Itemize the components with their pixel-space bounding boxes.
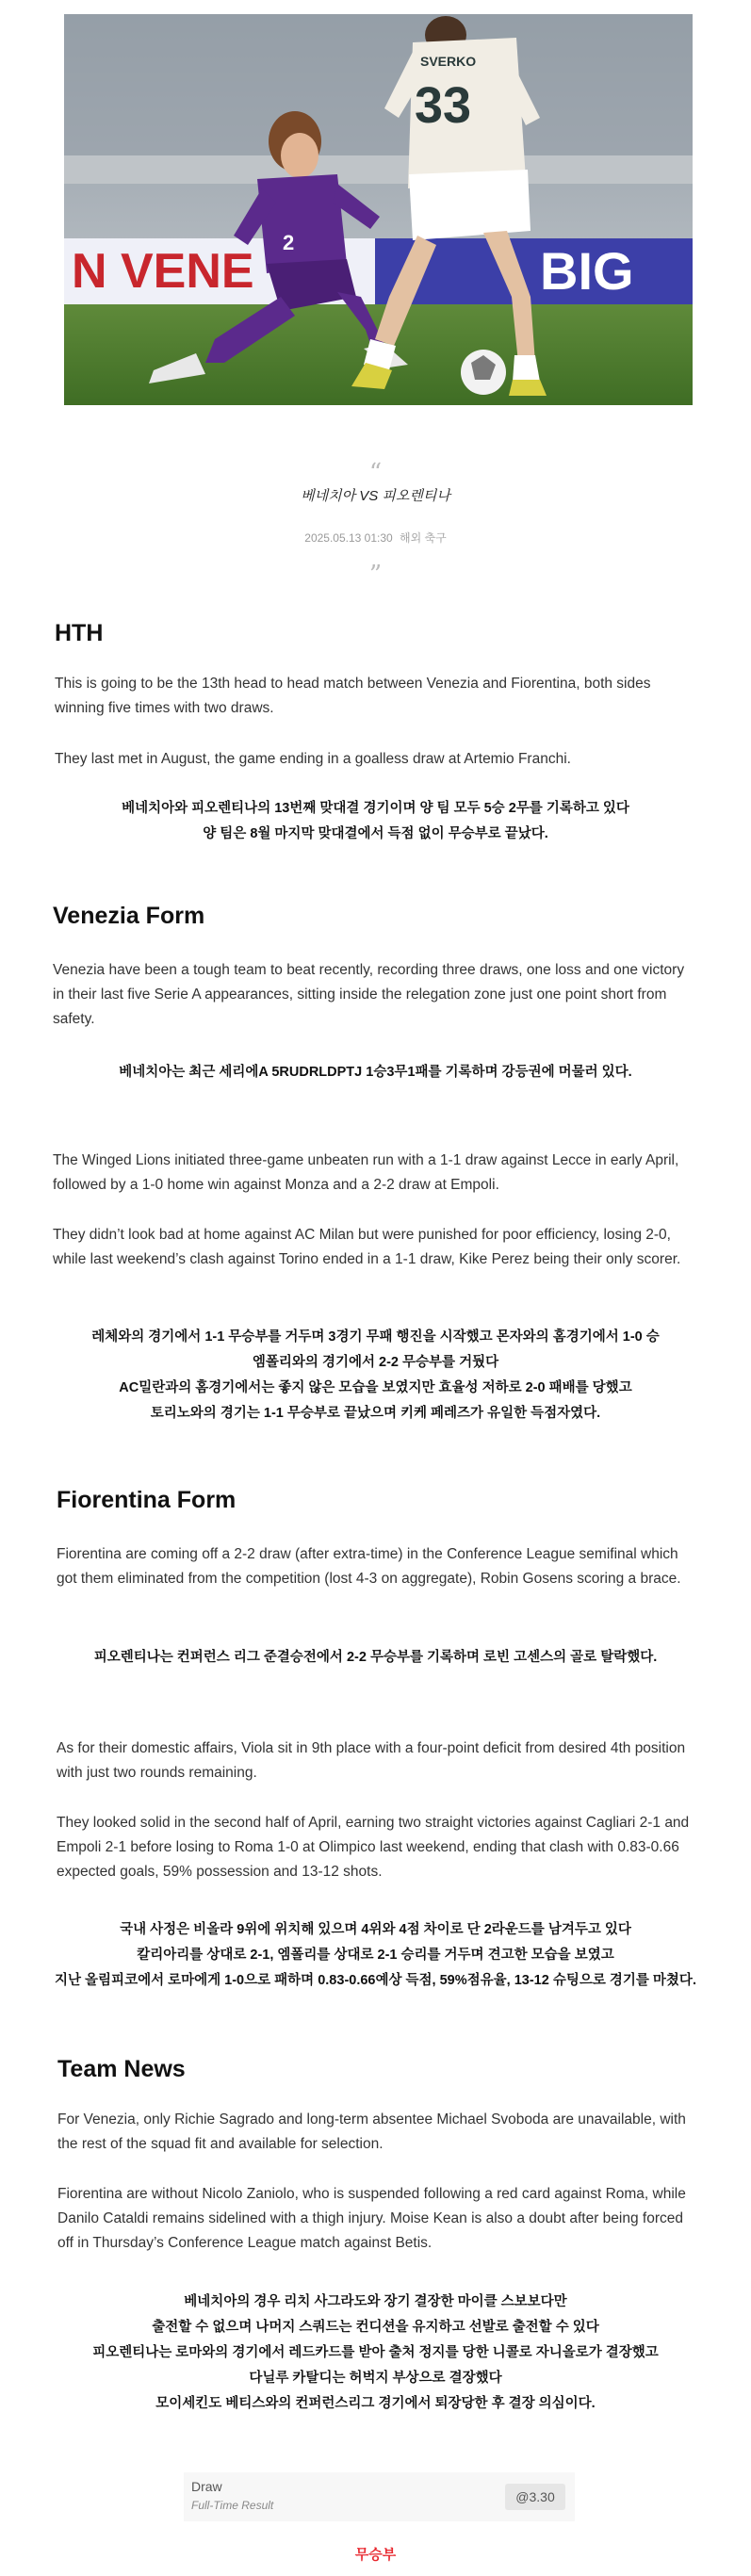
article-title: 베네치아 VS 피오렌티나 xyxy=(301,488,450,504)
korean-summary xyxy=(38,1325,713,1427)
korean-summary xyxy=(38,1645,713,1671)
korean-line: 엠폴리와의 경기에서 2-2 무승부를 거뒀다 xyxy=(252,1355,499,1370)
korean-line: 양 팀은 8월 마지막 맞대결에서 득점 없이 무승부로 끝났다. xyxy=(203,826,548,841)
section-heading-team-news: Team News xyxy=(57,2056,186,2082)
quote-close-icon: ” xyxy=(368,561,383,589)
paragraph: For Venezia, only Richie Sagrado and long-term absentee Michael Svoboda are unavailable, with the rest of the squad fit and available for selection. xyxy=(57,2111,686,2152)
korean-line: 베네치아의 경우 리치 사그라도와 장기 결장한 마이클 스보보다만 xyxy=(184,2294,567,2309)
football xyxy=(461,350,506,395)
hero-image xyxy=(64,14,693,405)
korean-line: 칼리아리를 상대로 2-1, 엠폴리를 상대로 2-1 승리를 거두며 견고한 모습을 보였고 xyxy=(137,1948,614,1963)
paragraph: They looked solid in the second half of April, earning two straight victories against Cagliari 2-1 and Empoli 2-1 before losing to Roma 1-0 at Olimpico last weekend, ending that clash with 0.83-0.66 expected goals, 59% possession and 13-12 shots. xyxy=(57,1815,690,1880)
korean-line: 피오렌티나는 컨퍼런스 리그 준결승전에서 2-2 무승부를 기록하며 로빈 고센스의 골로 탈락했다. xyxy=(93,1650,658,1665)
korean-line: 지난 올림피코에서 로마에게 1-0으로 패하며 0.83-0.66예상 득점, 59%점유율, 13-12 슈팅으로 경기를 마쳤다. xyxy=(55,1973,696,1988)
svg-text:2: 2 xyxy=(283,231,295,254)
billboard-text-right: BIG xyxy=(540,241,634,301)
korean-summary xyxy=(38,1917,713,1994)
korean-line: 토리노와의 경기는 1-1 무승부로 끝났으며 키케 페레즈가 유일한 득점자였다. xyxy=(150,1406,601,1421)
section-heading-fiorentina-form: Fiorentina Form xyxy=(57,1487,237,1513)
korean-line: 베네치아와 피오렌티나의 13번째 맞대결 경기이며 양 팀 모두 5승 2무를 기록하고 있다 xyxy=(122,801,629,816)
article-category[interactable]: 해외 축구 xyxy=(400,531,447,545)
player-number: 33 xyxy=(415,77,472,134)
paragraph: The Winged Lions initiated three-game unbeaten run with a 1-1 draw against Lecce in early April, followed by a 1-0 home win against Monza and a 2-2 draw at Empoli. xyxy=(53,1152,679,1193)
paragraph: They didn’t look bad at home against AC Milan but were punished for poor efficiency, losing 2-0, while last weekend’s clash against Torino ended in a 1-1 draw, Kike Perez being their only scorer. xyxy=(53,1227,681,1267)
korean-line: 모이세킨도 베티스와의 컨퍼런스리그 경기에서 퇴장당한 후 결장 의심이다. xyxy=(155,2396,596,2411)
paragraph: As for their domestic affairs, Viola sit in 9th place with a four-point deficit from desired 4th position with just two rounds remaining. xyxy=(57,1740,686,1781)
quote-open-icon: “ xyxy=(368,459,383,487)
paragraph: Venezia have been a tough team to beat recently, recording three draws, one loss and one victory in their last five Serie A appearances, sitting inside the relegation zone just one point short from safety. xyxy=(53,962,685,1027)
paragraph: Fiorentina are coming off a 2-2 draw (after extra-time) in the Conference League semifinal which got them eliminated from the competition (lost 4-3 on aggregate), Robin Gosens scoring a brace. xyxy=(57,1546,681,1587)
billboard-text-left: N VENE xyxy=(72,244,254,299)
section-heading-hth: HTH xyxy=(55,620,104,646)
match-photo xyxy=(64,14,693,405)
paragraph: This is going to be the 13th head to head match between Venezia and Fiorentina, both sides winning five times with two draws. xyxy=(55,676,651,716)
paragraph: Fiorentina are without Nicolo Zaniolo, who is suspended following a red card against Roma, while Danilo Cataldi remains sidelined with a thigh injury. Moise Kean is also a doubt after being forced off in Thursday’s Conference League match against Betis. xyxy=(57,2186,686,2251)
article-meta xyxy=(0,530,751,546)
section-heading-venezia-form: Venezia Form xyxy=(53,903,205,929)
korean-summary xyxy=(38,2290,713,2417)
korean-line: 다닐루 카탈디는 허벅지 부상으로 결장했다 xyxy=(249,2371,502,2386)
korean-summary xyxy=(38,796,713,847)
korean-line: 피오렌티나는 로마와의 경기에서 레드카드를 받아 출처 정지를 당한 니콜로 자니올로가 결장했고 xyxy=(92,2345,659,2360)
korean-line: AC밀란과의 홈경기에서는 좋지 않은 모습을 보였지만 효율성 저하로 2-0 패배를 당했고 xyxy=(119,1380,632,1395)
korean-summary xyxy=(38,1060,713,1085)
korean-line: 국내 사정은 비올라 9위에 위치해 있으며 4위와 4점 차이로 단 2라운드를 남겨두고 있다 xyxy=(120,1922,631,1937)
paragraph: They last met in August, the game ending in a goalless draw at Artemio Franchi. xyxy=(55,751,571,767)
player-name: SVERKO xyxy=(420,54,477,69)
korean-line: 베네치아는 최근 세리에A 5RUDRLDPTJ 1승3무1패를 기록하며 강등권에 머물러 있다. xyxy=(119,1065,632,1080)
korean-line: 출전할 수 없으며 나머지 스쿼드는 컨디션을 유지하고 선발로 출전할 수 있다 xyxy=(152,2320,599,2335)
bet-card[interactable] xyxy=(184,2472,575,2521)
article-date: 2025.05.13 01:30 xyxy=(304,531,393,545)
bet-label: Draw xyxy=(191,2479,222,2494)
bet-market: Full-Time Result xyxy=(191,2499,274,2512)
bet-odds-button[interactable]: @3.30 xyxy=(505,2484,565,2510)
korean-line: 레체와의 경기에서 1-1 무승부를 거두며 3경기 무패 행진을 시작했고 몬자와의 홈경기에서 1-0 승 xyxy=(91,1329,660,1345)
prediction-result: 무승부 xyxy=(354,2547,397,2563)
